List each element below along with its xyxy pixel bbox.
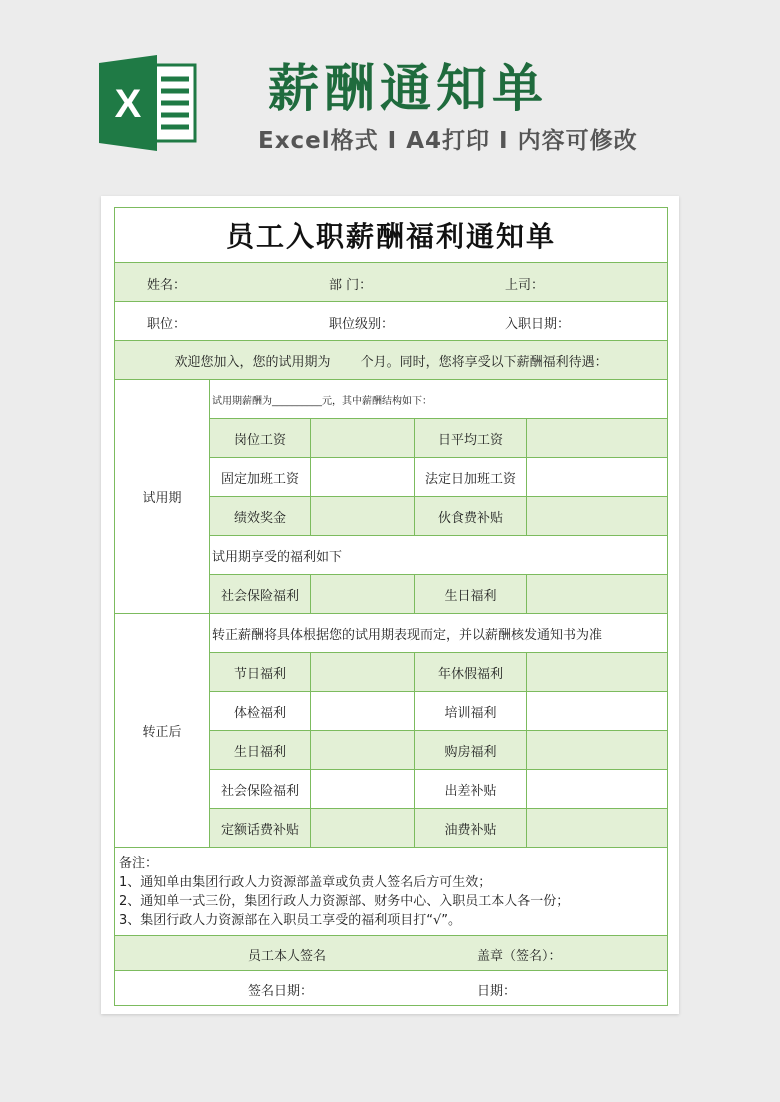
probation-benefit-line: 试用期享受的福利如下 <box>210 536 668 575</box>
value-cell[interactable] <box>527 575 668 614</box>
sign-date-label: 签名日期： <box>248 984 314 999</box>
position-label: 职位： <box>147 317 187 332</box>
item-label: 年休假福利 <box>415 653 527 692</box>
item-label: 定额话费补贴 <box>210 809 311 848</box>
regular-line: 转正薪酬将具体根据您的试用期表现而定，并以薪酬核发通知书为准 <box>210 614 668 653</box>
excel-icon <box>99 55 197 151</box>
entry-date-label: 入职日期： <box>505 317 571 332</box>
date-label: 日期： <box>477 984 517 999</box>
value-cell[interactable] <box>527 653 668 692</box>
value-cell[interactable] <box>311 692 415 731</box>
level-label: 职位级别： <box>329 317 395 332</box>
item-label: 节日福利 <box>210 653 311 692</box>
regular-label: 转正后 <box>115 614 210 848</box>
note-line: 1、通知单由集团行政人力资源部盖章或负责人签名后方可生效； <box>119 874 492 890</box>
name-label: 姓名： <box>147 278 187 293</box>
info-row-1 <box>115 263 668 302</box>
item-label: 日平均工资 <box>415 419 527 458</box>
item-label: 生日福利 <box>210 731 311 770</box>
info-row-2 <box>115 302 668 341</box>
value-cell[interactable] <box>311 653 415 692</box>
item-label: 生日福利 <box>415 575 527 614</box>
stamp-label: 盖章（签名）： <box>477 949 562 964</box>
value-cell[interactable] <box>311 770 415 809</box>
excel-icon-letter: X <box>114 82 142 126</box>
item-label: 培训福利 <box>415 692 527 731</box>
notes-block <box>115 848 668 936</box>
item-label: 固定加班工资 <box>210 458 311 497</box>
welcome-text: 欢迎您加入，您的试用期为 个月。同时，您将享受以下薪酬福利待遇： <box>115 341 668 380</box>
value-cell[interactable] <box>527 419 668 458</box>
value-cell[interactable] <box>311 497 415 536</box>
value-cell[interactable] <box>311 731 415 770</box>
notes-title: 备注： <box>119 855 159 871</box>
item-label: 绩效奖金 <box>210 497 311 536</box>
dept-label: 部 门： <box>329 278 373 293</box>
note-line: 3、集团行政人力资源部在入职员工享受的福利项目打“√”。 <box>119 912 462 928</box>
value-cell[interactable] <box>527 458 668 497</box>
value-cell[interactable] <box>527 497 668 536</box>
value-cell[interactable] <box>527 731 668 770</box>
item-label: 伙食费补贴 <box>415 497 527 536</box>
value-cell[interactable] <box>311 419 415 458</box>
probation-label: 试用期 <box>115 380 210 614</box>
item-label: 岗位工资 <box>210 419 311 458</box>
value-cell[interactable] <box>527 692 668 731</box>
value-cell[interactable] <box>311 575 415 614</box>
date-row <box>115 971 668 1006</box>
item-label: 社会保险福利 <box>210 575 311 614</box>
notice-form <box>114 207 668 1006</box>
item-label: 油费补贴 <box>415 809 527 848</box>
employee-signature-label: 员工本人签名 <box>248 949 327 964</box>
banner <box>0 0 780 190</box>
sign-row <box>115 936 668 971</box>
banner-subtitle: Excel格式 I A4打印 I 内容可修改 <box>258 128 638 154</box>
item-label: 出差补贴 <box>415 770 527 809</box>
value-cell[interactable] <box>527 809 668 848</box>
item-label: 社会保险福利 <box>210 770 311 809</box>
probation-salary-line: 试用期薪酬为__________元，其中薪酬结构如下： <box>210 380 668 419</box>
note-line: 2、通知单一式三份，集团行政人力资源部、财务中心、入职员工本人各一份； <box>119 893 570 909</box>
form-title: 员工入职薪酬福利通知单 <box>115 208 668 263</box>
value-cell[interactable] <box>311 458 415 497</box>
value-cell[interactable] <box>527 770 668 809</box>
value-cell[interactable] <box>311 809 415 848</box>
item-label: 购房福利 <box>415 731 527 770</box>
supervisor-label: 上司： <box>505 278 545 293</box>
banner-title: 薪酬通知单 <box>268 60 549 119</box>
item-label: 法定日加班工资 <box>415 458 527 497</box>
item-label: 体检福利 <box>210 692 311 731</box>
